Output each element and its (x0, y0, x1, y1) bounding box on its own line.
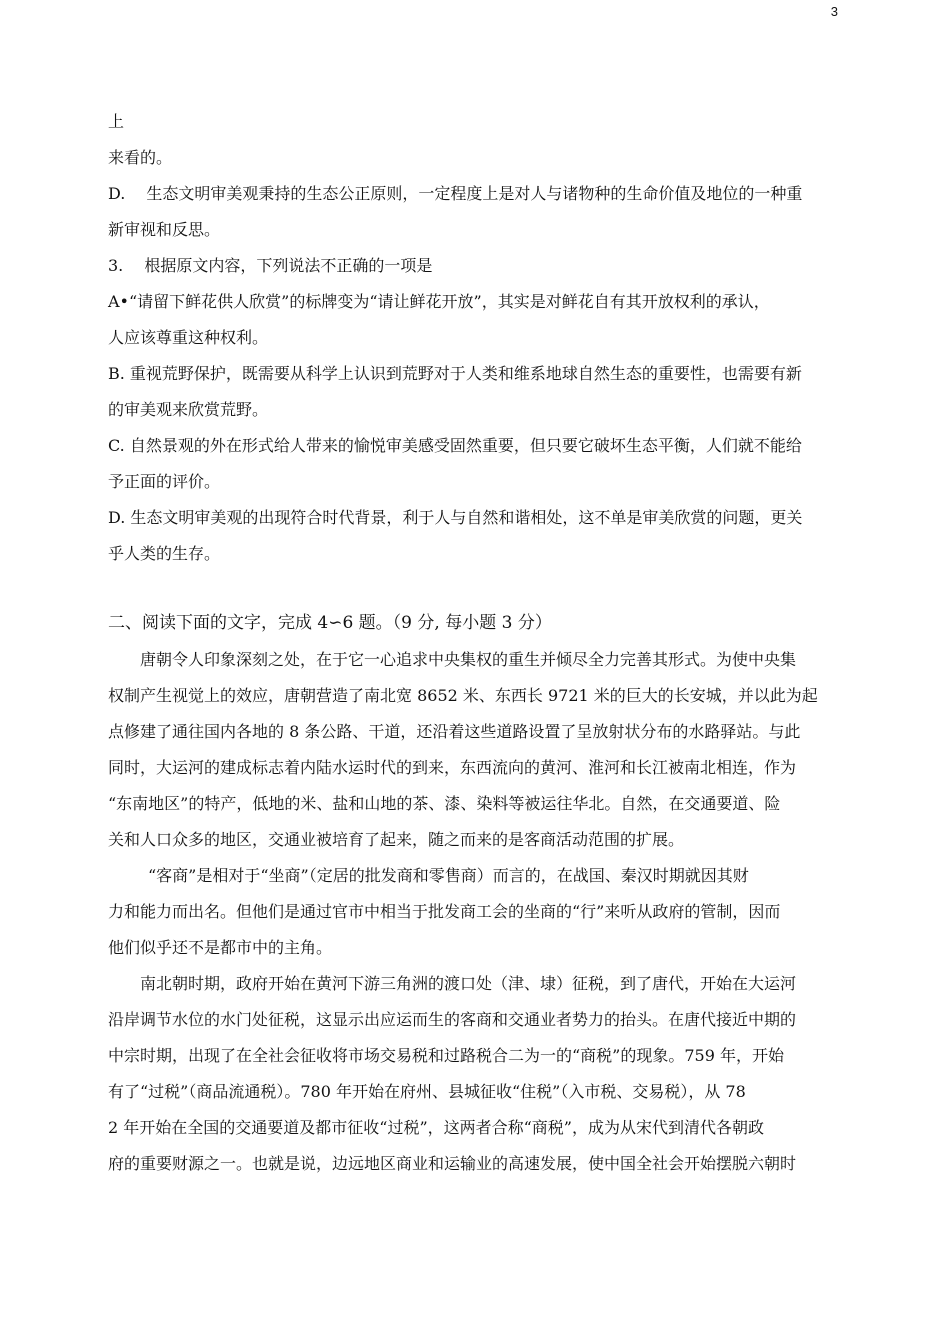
passage-paragraph (108, 974, 848, 1174)
page-number: 3 (830, 4, 838, 19)
question-3-stem (108, 256, 848, 276)
text-line: 沿岸调节水位的水门处征税，这显示出应运而生的客商和交通业者势力的抬头。在唐代接近中期的 (108, 1010, 797, 1029)
text-line: C. 自然景观的外在形式给人带来的愉悦审美感受固然重要，但只要它破坏生态平衡，人们就不能给 (108, 436, 802, 455)
text-line: “客商”是相对于“坐商”（定居的批发商和零售商）而言的，在战国、秦汉时期就因其财 (148, 866, 749, 885)
text-line: D. 生态文明审美观的出现符合时代背景，利于人与自然和谐相处，这不单是审美欣赏的问题，更关 (108, 508, 803, 527)
text-line: 中宗时期，出现了在全社会征收将市场交易税和过路税合二为一的“商税”的现象。759 年，开始 (108, 1046, 784, 1065)
question-3-option-d (108, 508, 848, 564)
page-content (108, 112, 848, 1174)
text-line: 来看的。 (108, 148, 173, 167)
text-line: 的审美观来欣赏荒野。 (108, 400, 269, 419)
text-line: 新审视和反思。 (108, 220, 221, 239)
text-line: 南北朝时期，政府开始在黄河下游三角洲的渡口处（津、埭）征税，到了唐代，开始在大运河 (140, 974, 797, 993)
question-3-option-b (108, 364, 848, 420)
text-line: 府的重要财源之一。也就是说，边远地区商业和运输业的高速发展，使中国全社会开始摆脱六朝时 (108, 1154, 797, 1173)
option-c-tail (108, 112, 848, 168)
text-line: 他们似乎还不是都市中的主角。 (108, 938, 333, 957)
question-stem: 3. 根据原文内容，下列说法不正确的一项是 (108, 256, 433, 275)
text-line: 权制产生视觉上的效应，唐朝营造了南北宽 8652 米、东西长 9721 米的巨大的长安城，并以此为起 (108, 686, 818, 705)
text-line: 有了“过税”（商品流通税）。780 年开始在府州、县城征收“住税”（入市税、交易税），从 78 (108, 1082, 746, 1101)
text-line: 力和能力而出名。但他们是通过官市中相当于批发商工会的坐商的“行”来听从政府的管制，因而 (108, 902, 781, 921)
question-3-option-a (108, 292, 848, 348)
text-line: 同时，大运河的建成标志着内陆水运时代的到来，东西流向的黄河、淮河和长江被南北相连，作为 (108, 758, 797, 777)
text-line: 2 年开始在全国的交通要道及都市征收“过税”，这两者合称“商税”，成为从宋代到清代各朝政 (108, 1118, 764, 1137)
text-line: 上 (108, 112, 125, 131)
text-line: B. 重视荒野保护，既需要从科学上认识到荒野对于人类和维系地球自然生态的重要性，也需要有新 (108, 364, 802, 383)
text-line: 唐朝令人印象深刻之处，在于它一心追求中央集权的重生并倾尽全力完善其形式。为使中央集 (140, 650, 797, 669)
text-line: 乎人类的生存。 (108, 544, 221, 563)
question-3-option-c (108, 436, 848, 492)
text-line: D. 生态文明审美观秉持的生态公正原则，一定程度上是对人与诸物种的生命价值及地位的一种重 (108, 184, 803, 203)
passage-paragraph (108, 866, 848, 958)
text-line: 关和人口众多的地区，交通业被培育了起来，随之而来的是客商活动范围的扩展。 (108, 830, 685, 849)
text-line: 予正面的评价。 (108, 472, 221, 491)
passage-paragraph (108, 650, 848, 850)
section-heading: 二、阅读下面的文字，完成 4∽6 题。（9 分, 每小题 3 分） (108, 613, 552, 633)
text-line: 人应该尊重这种权利。 (108, 328, 269, 347)
text-line: A•“请留下鲜花供人欣赏”的标牌变为“请让鲜花开放”，其实是对鲜花自有其开放权利的承认， (108, 292, 770, 311)
text-line: 点修建了通往国内各地的 8 条公路、干道，还沿着这些道路设置了呈放射状分布的水路驿站。与此 (108, 722, 801, 741)
option-d-prev (108, 184, 848, 240)
text-line: “东南地区”的特产，低地的米、盐和山地的茶、漆、染料等被运往华北。自然，在交通要道、险 (108, 794, 781, 813)
